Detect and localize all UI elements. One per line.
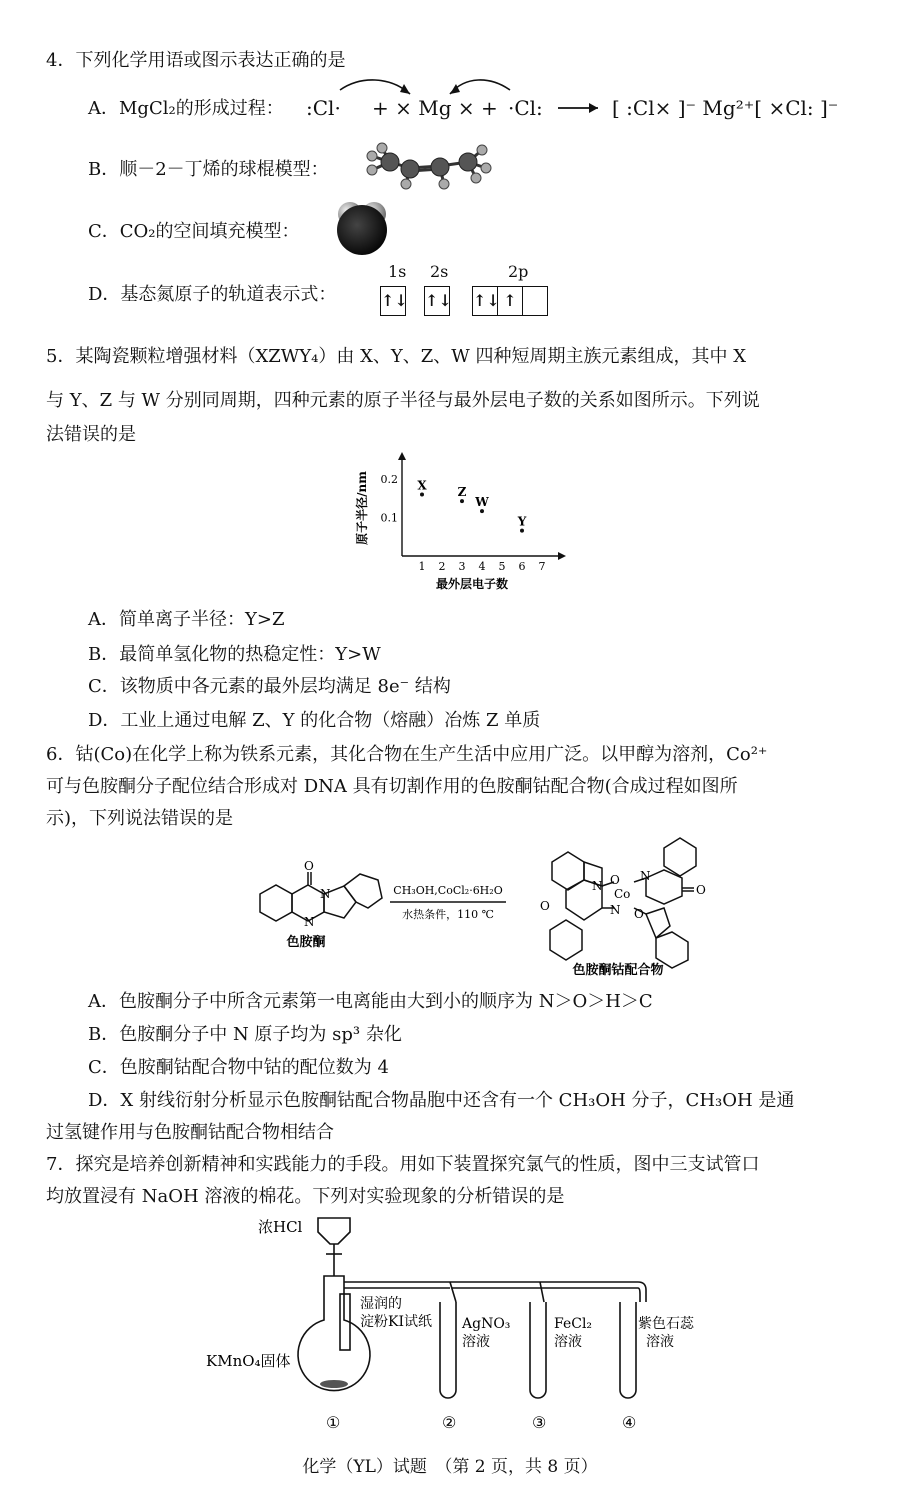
q5-option-c: C．该物质中各元素的最外层均满足 8e⁻ 结构 [88, 676, 451, 697]
label-number-3: ③ [532, 1413, 547, 1432]
q5-line-2: 与 Y、Z 与 W 分别同周期，四种元素的原子半径与最外层电子数的关系如图所示。下列说 [46, 390, 760, 411]
reagent-top: CH₃OH,CoCl₂·6H₂O [393, 884, 503, 897]
radius-vs-electrons-chart [350, 448, 570, 596]
q4-a-cl-left: :Cl· [306, 96, 341, 120]
atom-o: O [696, 883, 706, 897]
reagent-bottom: 水热条件，110 ℃ [402, 908, 494, 921]
data-point-y [520, 529, 524, 533]
atom-n: N [610, 903, 621, 917]
orbital-cell: ↑↓ [381, 291, 408, 310]
point-label-w: W [475, 495, 489, 510]
x-tick-label: 1 [418, 560, 426, 573]
q6-option-a: A．色胺酮分子中所含元素第一电离能由大到小的顺序为 N＞O＞H＞C [88, 991, 653, 1012]
q6-line-1: 6．钴(Co)在化学上称为铁系元素，其化合物在生产生活中应用广泛。以甲醇为溶剂，Co²⁺ [46, 744, 768, 765]
atom-n: N [320, 887, 331, 901]
atom-n: N [592, 879, 603, 893]
x-tick-label: 5 [498, 560, 506, 573]
q4-option-c: C．CO₂的空间填充模型： [88, 221, 300, 242]
q4-a-cl-right: ·Cl: [508, 96, 543, 120]
atom-o: O [610, 873, 620, 887]
reactant-label: 色胺酮 [286, 935, 326, 950]
q4-option-b: B．顺－2－丁烯的球棍模型： [88, 159, 329, 180]
y-axis-label: 原子半径/nm [355, 471, 369, 545]
x-axis-label: 最外层电子数 [435, 577, 509, 591]
label-number-1: ① [326, 1413, 341, 1432]
q4-stem: 4．下列化学用语或图示表达正确的是 [46, 50, 346, 71]
orbital-label-2s: 2s [430, 262, 449, 281]
orbital-label-1s: 1s [388, 262, 407, 281]
q6-option-d: D．X 射线衍射分析显示色胺酮钴配合物晶胞中还含有一个 CH₃OH 分子，CH₃OH 是通 [88, 1090, 795, 1111]
orbital-label-2p: 2p [508, 262, 529, 281]
q6-line-2: 可与色胺酮分子配位结合形成对 DNA 具有切割作用的色胺酮钴配合物(合成过程如图所 [46, 776, 738, 797]
label-agno3: AgNO₃ [462, 1316, 511, 1332]
q6-line-3: 示)，下列说法错误的是 [46, 808, 234, 829]
orbital-box-2s [424, 286, 450, 316]
orbital-cell: ↑↓ [473, 287, 498, 315]
label-litmus-solution: 溶液 [646, 1334, 674, 1350]
atom-o: O [634, 907, 644, 921]
x-tick-label: 4 [478, 560, 486, 573]
q4-a-mg: + × Mg × + [372, 96, 498, 120]
data-point-w [480, 509, 484, 513]
label-paper-line-2: 淀粉KI试纸 [360, 1314, 432, 1330]
q4-a-product: [ :Cl× ]⁻ Mg²⁺[ ×Cl: ]⁻ [612, 96, 839, 120]
label-number-2: ② [442, 1413, 457, 1432]
chlorine-apparatus-diagram [200, 1210, 720, 1440]
atom-o: O [304, 859, 314, 873]
label-fecl2: FeCl₂ [554, 1316, 593, 1332]
page-footer: 化学（YL）试题 （第 2 页，共 8 页） [302, 1457, 598, 1477]
x-axis-arrow [558, 552, 566, 560]
q6-option-b: B．色胺酮分子中 N 原子均为 sp³ 杂化 [88, 1024, 402, 1045]
data-point-z [460, 499, 464, 503]
label-kmno4: KMnO₄固体 [206, 1352, 291, 1370]
orbital-box-1s [380, 286, 406, 316]
q5-line-3: 法错误的是 [46, 424, 136, 445]
y-tick-label: 0.2 [380, 473, 398, 487]
q5-option-a: A．简单离子半径：Y>Z [88, 609, 285, 630]
orbital-box-2p [472, 286, 548, 316]
atom-n: N [304, 915, 315, 929]
x-tick-label: 6 [518, 560, 526, 573]
q7-line-1: 7．探究是培养创新精神和实践能力的手段。用如下装置探究氯气的性质，图中三支试管口 [46, 1154, 760, 1175]
data-point-x [420, 493, 424, 497]
q7-line-2: 均放置浸有 NaOH 溶液的棉花。下列对实验现象的分析错误的是 [46, 1186, 565, 1207]
label-number-4: ④ [622, 1413, 637, 1432]
y-axis-arrow [398, 452, 406, 460]
product-label: 色胺酮钴配合物 [572, 963, 664, 978]
orbital-cell [523, 287, 547, 315]
x-tick-label: 3 [458, 560, 466, 573]
point-label-x: X [417, 478, 427, 493]
x-tick-label: 7 [538, 560, 546, 573]
q5-line-1: 5．某陶瓷颗粒增强材料（XZWY₄）由 X、Y、Z、W 四种短周期主族元素组成，其中 X [46, 346, 747, 367]
q6-option-d-cont: 过氢键作用与色胺酮钴配合物相结合 [46, 1122, 334, 1143]
atom-o: O [540, 899, 550, 913]
q5-option-b: B．最简单氢化物的热稳定性：Y>W [88, 644, 381, 665]
y-tick-label: 0.1 [380, 511, 398, 525]
label-litmus: 紫色石蕊 [638, 1316, 694, 1332]
point-label-z: Z [457, 485, 467, 500]
label-conc-hcl: 浓HCl [258, 1218, 303, 1236]
q4-option-d: D．基态氮原子的轨道表示式： [88, 284, 337, 305]
co2-space-filling-model [330, 198, 400, 258]
cis-2-butene-ball-stick-model [360, 140, 500, 190]
atom-co: Co [614, 887, 631, 901]
point-label-y: Y [517, 514, 527, 529]
q6-option-c: C．色胺酮钴配合物中钴的配位数为 4 [88, 1057, 389, 1078]
atom-n: N [640, 869, 651, 883]
orbital-cell: ↑↓ [425, 291, 452, 310]
label-fecl2-solution: 溶液 [554, 1334, 582, 1350]
label-paper-line-1: 湿润的 [360, 1296, 402, 1312]
q4-option-a-label: A．MgCl₂的形成过程： [88, 98, 284, 119]
x-tick-label: 2 [438, 560, 446, 573]
q5-option-d: D．工业上通过电解 Z、Y 的化合物（熔融）冶炼 Z 单质 [88, 710, 541, 731]
tryptanthrin-reaction-scheme [240, 828, 720, 986]
label-agno3-solution: 溶液 [462, 1334, 490, 1350]
orbital-cell: ↑ [498, 287, 523, 315]
